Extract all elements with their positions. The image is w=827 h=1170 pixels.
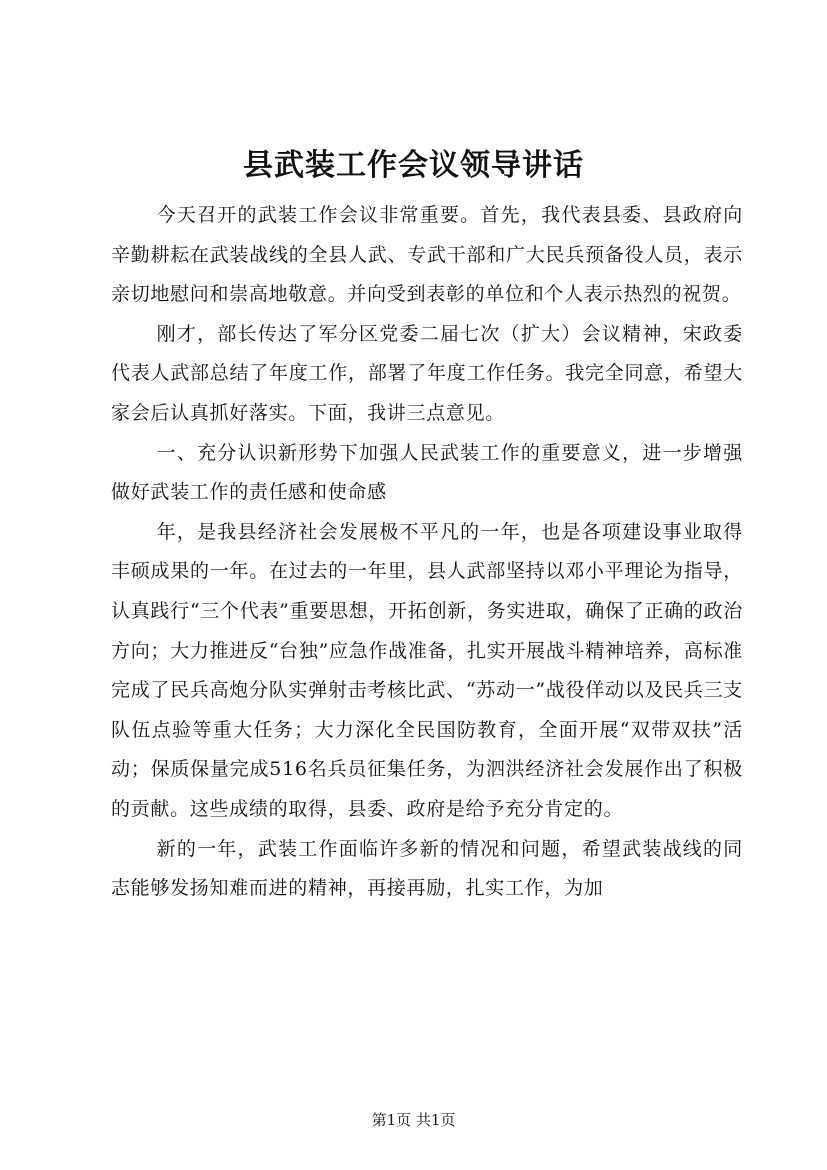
- paragraph-opening: 今天召开的武装工作会议非常重要。首先，我代表县委、县政府向辛勤耕耘在武装战线的全县人武、专武干部和广大民兵预备役人员，表示亲切地慰问和崇高地敬意。并向受到表彰的单位和个人表示热烈的祝贺。: [111, 204, 743, 306]
- document-body: [111, 196, 743, 909]
- paragraph-achievements: 年，是我县经济社会发展极不平凡的一年，也是各项建设事业取得丰硕成果的一年。在过去的一年里，县人武部坚持以邓小平理论为指导，认真践行“三个代表”重要思想，开拓创新，务实进取，确保了正确的政治方向；大力推进反“台独”应急作战准备，扎实开展战斗精神培养，高标准完成了民兵高炮分队实弹射击考核比武、“苏动一”战役佯动以及民兵三支队伍点验等重大任务；大力深化全民国防教育，全面开展“双带双扶”活动；保质保量完成516名兵员征集任务，为泗洪经济社会发展作出了积极的贡献。这些成绩的取得，县委、政府是给予充分肯定的。: [111, 520, 743, 820]
- section-heading-1: 一、充分认识新形势下加强人民武装工作的重要意义，进一步增强做好武装工作的责任感和使命感: [111, 441, 743, 504]
- document-title: 县武装工作会议领导讲话: [243, 148, 584, 183]
- paragraph-new-year: 新的一年，武装工作面临许多新的情况和问题，希望武装战线的同志能够发扬知难而进的精神，再接再励，扎实工作，为加: [111, 837, 743, 900]
- paragraph-summary: 刚才，部长传达了军分区党委二届七次（扩大）会议精神，宋政委代表人武部总结了年度工作，部署了年度工作任务。我完全同意，希望大家会后认真抓好落实。下面，我讲三点意见。: [111, 322, 743, 424]
- page-footer: 第1页 共1页: [371, 1111, 456, 1129]
